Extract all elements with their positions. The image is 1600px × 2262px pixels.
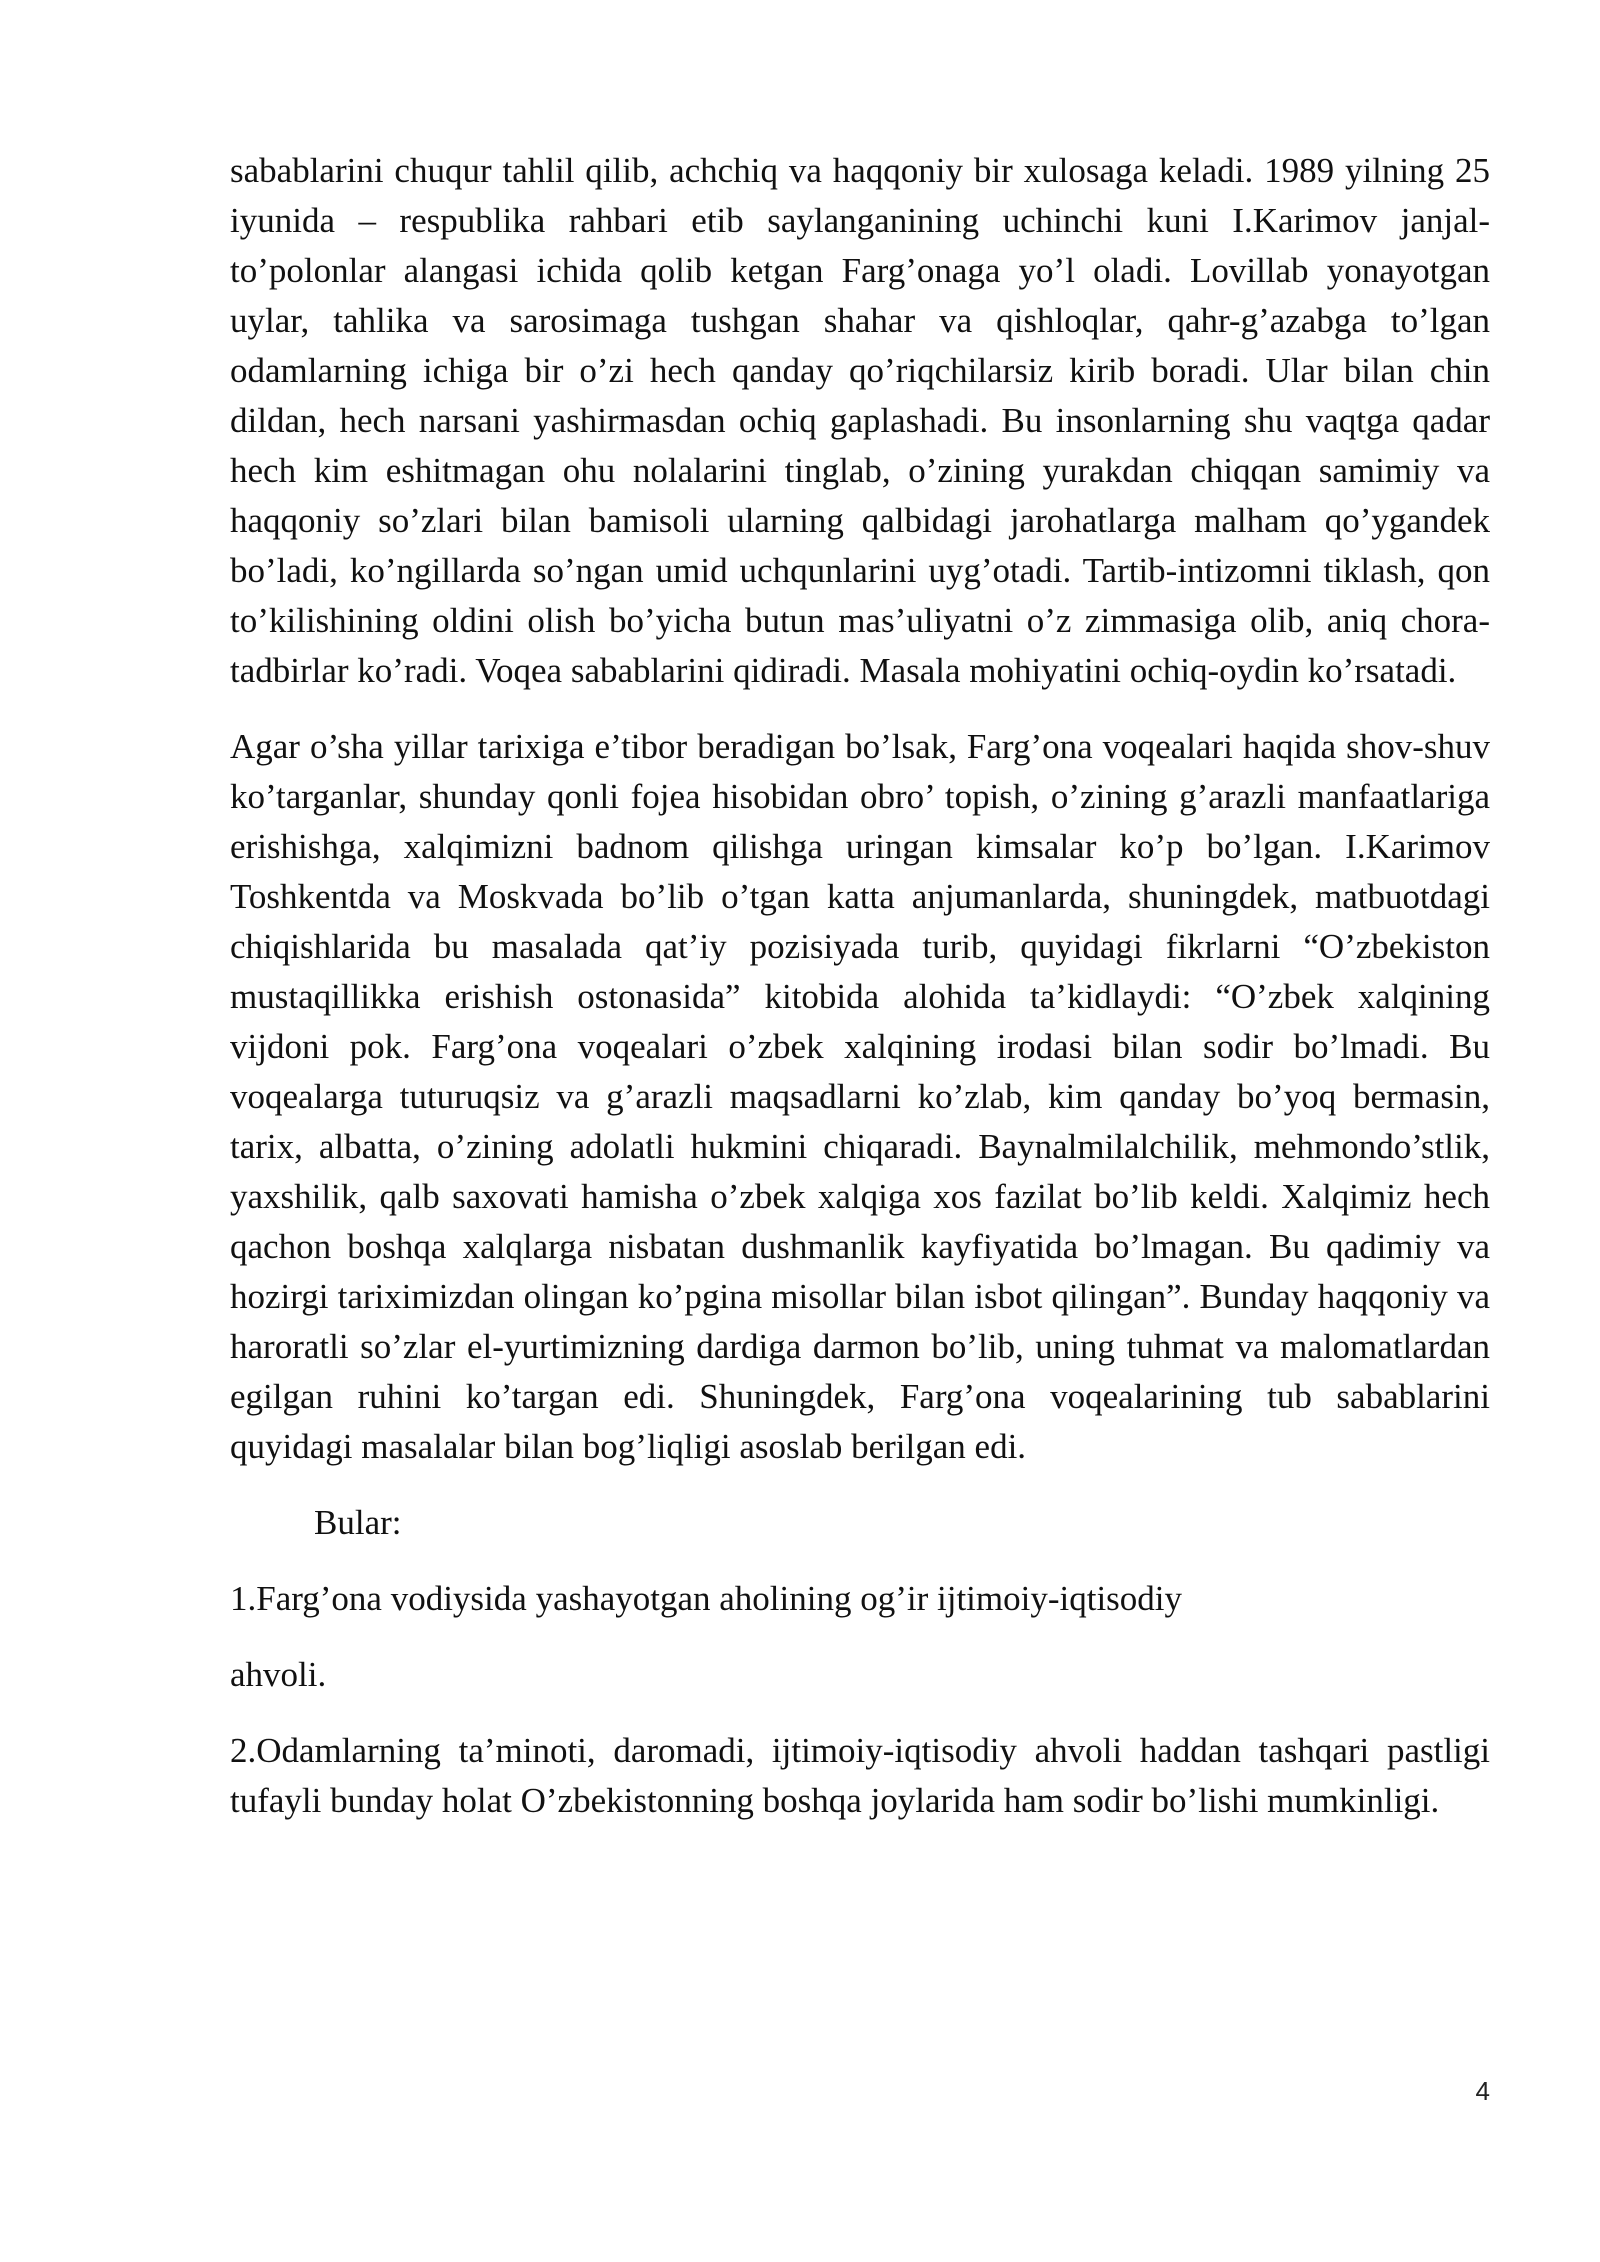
body-paragraph-2: Agar o’sha yillar tarixiga e’tibor beradigan bo’lsak, Farg’ona voqealari haqida shov-shuv ko’targanlar, shunday qonli fojea hisobidan obro’ topish, o’zining g’arazli manfaatlariga erishishga, xalqimizni badnom qilishga uringan kimsalar ko’p bo’lgan. I.Karimov Toshkentda va Moskvada bo’lib o’tgan katta anjumanlarda, shuningdek, matbuotdagi chiqishlarida bu masalada qat’iy pozisiyada turib, quyidagi fikrlarni “O’zbekiston mustaqillikka erishish ostonasida” kitobida alohida ta’kidlaydi: “O’zbek xalqining vijdoni pok. Farg’ona voqealari o’zbek xalqining irodasi bilan sodir bo’lmadi. Bu voqealarga tuturuqsiz va g’arazli maqsadlarni ko’zlab, kim qanday bo’yoq bermasin, tarix, albatta, o’zining adolatli hukmini chiqaradi. Baynalmilalchilik, mehmondo’stlik, yaxshilik, qalb saxovati hamisha o’zbek xalqiga xos fazilat bo’lib keldi. Xalqimiz hech qachon boshqa xalqlarga nisbatan dushmanlik kayfiyatida bo’lmagan. Bu qadimiy va hozirgi tariximizdan olingan ko’pgina misollar bilan isbot qilingan”. Bunday haqqoniy va haroratli so’zlar el-yurtimizning dardiga darmon bo’lib, uning tuhmat va malomatlardan egilgan ruhini ko’targan edi. Shuningdek, Farg’ona voqealarining tub sabablarini quyidagi masalalar bilan bog’liqligi asoslab berilgan edi. (230, 727, 1490, 1466)
list-item-1: 1.Farg’ona vodiysida yashayotgan aholining og’ir ijtimoiy-iqtisodiy (230, 1579, 1183, 1618)
page-number: 4 (1475, 2076, 1490, 2106)
body-paragraph-1: sabablarini chuqur tahlil qilib, achchiq va haqqoniy bir xulosaga keladi. 1989 yilning 25 iyunida – respublika rahbari etib saylanganining uchinchi kuni I.Karimov janjal-to’polonlar alangasi ichida qolib ketgan Farg’onaga yo’l oladi. Lovillab yonayotgan uylar, tahlika va sarosimaga tushgan shahar va qishloqlar, qahr-g’azabga to’lgan odamlarning ichiga bir o’zi hech qanday qo’riqchilarsiz kirib boradi. Ular bilan chin dildan, hech narsani yashirmasdan ochiq gaplashadi. Bu insonlarning shu vaqtga qadar hech kim eshitmagan ohu nolalarini tinglab, o’zining yurakdan chiqqan samimiy va haqqoniy so’zlari bilan bamisoli ularning qalbidagi jarohatlarga malham qo’ygandek bo’ladi, ko’ngillarda so’ngan umid uchqunlarini uyg’otadi. Tartib-intizomni tiklash, qon to’kilishining oldini olish bo’yicha butun mas’uliyatni o’z zimmasiga olib, aniq chora-tadbirlar ko’radi. Voqea sabablarini qidiradi. Masala mohiyatini ochiq-oydin ko’rsatadi. (230, 151, 1490, 690)
document-page (230, 146, 1490, 1826)
list-item-1-continuation: ahvoli. (230, 1655, 327, 1694)
list-intro: Bular: (314, 1503, 402, 1542)
list-item-2: 2.Odamlarning ta’minoti, daromadi, ijtimoiy-iqtisodiy ahvoli haddan tashqari pastligi tufayli bunday holat O’zbekistonning boshqa joylarida ham sodir bo’lishi mumkinligi. (230, 1731, 1490, 1820)
